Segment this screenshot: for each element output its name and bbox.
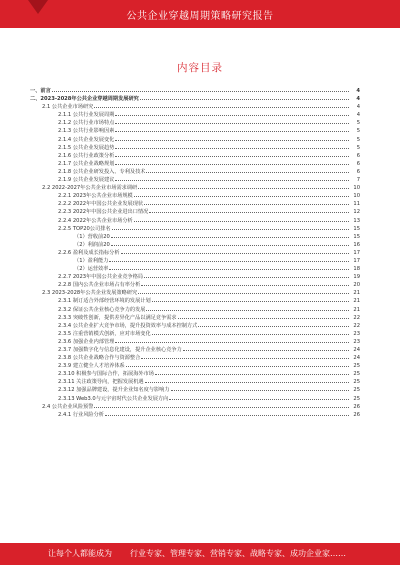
toc-entry[interactable] xyxy=(30,370,360,378)
toc-entry-title: （1）营收前20 xyxy=(74,233,110,240)
toc-entry-title: 2.3.7 加强数字化与信息化建设，提升企业核心竞争力 xyxy=(58,347,182,353)
toc-page-number: 20 xyxy=(353,282,360,289)
toc-dot-leader xyxy=(115,342,349,343)
toc-entry-title: 2.1 公共企业市场研究 xyxy=(42,104,94,111)
toc-dot-leader xyxy=(111,237,349,238)
toc-entry-title: 2.3.3 突破性创新，提供差异化产品以满足竞争需求 xyxy=(58,314,177,321)
toc-page-number: 6 xyxy=(356,168,360,175)
toc-page-number: 21 xyxy=(353,290,360,297)
toc-entry[interactable] xyxy=(30,192,360,200)
toc-page-number: 4 xyxy=(356,112,360,119)
toc-entry-title: 2.1.3 公共行业影响因素 xyxy=(58,128,115,135)
toc-entry[interactable] xyxy=(30,136,360,144)
toc-entry[interactable] xyxy=(30,265,360,273)
toc-entry[interactable] xyxy=(30,338,360,346)
toc-entry-title: （2）运营效率 xyxy=(74,266,109,273)
toc-page-number: 25 xyxy=(353,371,360,378)
toc-entry-title: 2.2.3 2022年中国公共企业进出口情况 xyxy=(58,209,149,216)
toc-entry-title: 2.3.5 注重营销模式创新，应对市场变化 xyxy=(58,330,151,337)
toc-entry-title: 2.3.1 制订适合外部经营环境的发展计划 xyxy=(58,298,151,305)
toc-dot-leader xyxy=(169,399,349,400)
toc-dot-leader xyxy=(144,204,349,205)
toc-entry-title: 2.1.1 公共行业发展周期 xyxy=(58,112,115,119)
toc-page-number: 5 xyxy=(356,136,360,143)
toc-entry[interactable] xyxy=(30,273,360,281)
toc-page-number: 21 xyxy=(353,298,360,305)
toc-page-number: 4 xyxy=(356,104,360,111)
toc-dot-leader xyxy=(149,212,349,213)
toc-entry[interactable] xyxy=(30,411,360,419)
toc-dot-leader xyxy=(138,293,349,294)
report-title: 公共企业穿越周期策略研究报告 xyxy=(126,11,274,22)
toc-entry[interactable] xyxy=(30,297,360,305)
toc-entry-title: 2.3.9 建立健全人才培养体系 xyxy=(58,363,125,370)
toc-entry-title: 2.2.6 盈利及成长指标分析 xyxy=(58,249,120,256)
toc-entry[interactable] xyxy=(30,314,360,322)
toc-dot-leader xyxy=(105,415,349,416)
toc-page-number: 26 xyxy=(353,411,360,418)
toc-entry-title: 2.3.13 Web3.0与元宇宙时代公共企业发展方向 xyxy=(58,395,169,402)
toc-page-number: 11 xyxy=(353,201,360,208)
toc-page-number: 25 xyxy=(353,379,360,386)
toc-entry-title: 2.1.5 公共企业发展趋势 xyxy=(58,144,115,151)
toc-dot-leader xyxy=(109,269,349,270)
toc-entry-title: （1）盈利能力 xyxy=(74,257,109,264)
toc-entry[interactable] xyxy=(30,144,360,152)
toc-dot-leader xyxy=(134,221,349,222)
toc-entry-title: 2.2 2022-2027年公共企业市场需求调研 xyxy=(42,185,138,192)
toc-entry-title: 2.3.6 加强企业内部管理 xyxy=(58,338,115,345)
toc-entry[interactable] xyxy=(30,346,360,354)
toc-entry-title: 一、前言 xyxy=(30,88,51,94)
toc-page-number: 15 xyxy=(353,225,360,232)
toc-entry[interactable] xyxy=(30,127,360,135)
toc-entry-title: 2.1.8 公共企业研发投入、专利及技术 xyxy=(58,168,146,175)
toc-entry-title: 2.1.7 公共企业战略规划 xyxy=(58,160,115,167)
toc-entry-title: 2.3.2 保证公共企业核心竞争力的发展 xyxy=(58,306,146,313)
toc-entry[interactable] xyxy=(30,378,360,386)
toc-entry-title: 2.2.4 2022年公共企业市场分析 xyxy=(58,217,133,224)
toc-dot-leader xyxy=(152,301,349,302)
toc-dot-leader xyxy=(52,91,349,92)
toc-entry-title: 2.4 公共企业风险预警 xyxy=(42,403,94,410)
toc-page-number: 6 xyxy=(356,160,360,167)
toc-dot-leader xyxy=(115,140,349,141)
toc-dot-leader xyxy=(144,277,349,278)
toc-entry-title: 2.2.5 TOP20公司排名 xyxy=(58,225,111,232)
toc-entry-title: 2.1.9 公共企业发展建议 xyxy=(58,177,115,184)
toc-entry[interactable] xyxy=(30,395,360,403)
toc-entry[interactable] xyxy=(30,176,360,184)
toc-entry-title: 2.3.8 公共企业战略合作与资源整合 xyxy=(58,355,141,362)
toc-entry[interactable] xyxy=(30,281,360,289)
toc-page-number: 23 xyxy=(353,330,360,337)
toc-entry[interactable] xyxy=(30,403,360,411)
toc-entry[interactable] xyxy=(30,200,360,208)
toc-entry-title: 2.1.2 公共行业市场特点 xyxy=(58,120,115,127)
footer-bar xyxy=(0,543,400,565)
toc-page-number: 13 xyxy=(353,217,360,224)
toc-entry-title: 二、2023-2028年公共企业穿越周期发展研究 xyxy=(30,96,139,103)
toc-entry[interactable] xyxy=(30,306,360,314)
toc-page-number: 21 xyxy=(353,306,360,313)
toc-page-number: 7 xyxy=(356,177,360,184)
toc-page-number: 25 xyxy=(353,395,360,402)
toc-page-number: 25 xyxy=(353,363,360,370)
toc-dot-leader xyxy=(141,285,349,286)
toc-entry[interactable] xyxy=(30,257,360,265)
footer-slogan-left: 让每个人都能成为 xyxy=(48,549,112,558)
toc-dot-leader xyxy=(94,107,349,108)
toc-page-number: 25 xyxy=(353,387,360,394)
toc-entry[interactable] xyxy=(30,111,360,119)
toc-dot-leader xyxy=(146,172,349,173)
toc-dot-leader xyxy=(155,374,349,375)
toc-dot-leader xyxy=(183,350,349,351)
toc-heading: 内容目录 xyxy=(177,62,223,74)
toc-page-number: 24 xyxy=(353,355,360,362)
toc-entry[interactable] xyxy=(30,386,360,394)
toc-entry[interactable] xyxy=(30,160,360,168)
toc-entry[interactable] xyxy=(30,152,360,160)
toc-entry-title: 2.1.6 公共行业政策分析 xyxy=(58,152,115,159)
toc-dot-leader xyxy=(94,407,349,408)
toc-entry[interactable] xyxy=(30,249,360,257)
toc-dot-leader xyxy=(115,180,349,181)
footer-slogan-right: 行业专家、管理专家、营销专家、战略专家、成功企业家…… xyxy=(130,549,346,558)
toc-page-number: 23 xyxy=(353,338,360,345)
toc-entry[interactable] xyxy=(30,168,360,176)
toc-dot-leader xyxy=(115,148,349,149)
toc-entry[interactable] xyxy=(30,217,360,225)
toc-dot-leader xyxy=(115,115,349,116)
toc-page-number: 6 xyxy=(356,152,360,159)
toc-dot-leader xyxy=(126,366,349,367)
toc-page-number: 4 xyxy=(356,88,360,94)
toc-entry[interactable] xyxy=(30,233,360,241)
toc-entry-title: 2.3.4 公共企业扩大竞争市场，提升投资效率与成本控制方式 xyxy=(58,322,198,329)
toc-page-number: 18 xyxy=(353,266,360,273)
toc-page-number: 5 xyxy=(356,144,360,151)
toc-dot-leader xyxy=(115,123,349,124)
toc-page-number: 10 xyxy=(353,193,360,200)
toc-entry[interactable] xyxy=(30,225,360,233)
toc-entry-title: 2.3 2023-2028年公共企业发展策略研究 xyxy=(42,290,138,297)
toc-dot-leader xyxy=(115,156,349,157)
toc-entry-title: 2.2.7 2023年中国公共企业竞争格局 xyxy=(58,274,144,281)
toc-entry[interactable] xyxy=(30,241,360,249)
toc-page-number: 22 xyxy=(353,322,360,329)
toc-entry-title: 2.4.1 行业风险分析 xyxy=(58,411,104,418)
toc-page-number: 24 xyxy=(353,347,360,353)
toc-dot-leader xyxy=(115,131,349,132)
toc-page-number: 15 xyxy=(353,233,360,240)
toc-entry[interactable] xyxy=(30,208,360,216)
toc-entry-title: 2.3.12 加强品牌建设，提升企业知名度与影响力 xyxy=(58,387,170,394)
toc-page-number: 17 xyxy=(353,257,360,264)
toc-entry-title: 2.2.2 2022年中国公共企业发展现状 xyxy=(58,201,144,208)
toc-dot-leader xyxy=(152,334,349,335)
header-bar xyxy=(0,0,400,28)
toc-dot-leader xyxy=(178,318,349,319)
toc-entry-title: 2.2.1 2023年公共企业市场规模 xyxy=(58,193,133,200)
toc-entry[interactable] xyxy=(30,354,360,362)
toc-entry[interactable] xyxy=(30,330,360,338)
toc-entry[interactable] xyxy=(30,103,360,111)
toc-entry[interactable] xyxy=(30,289,360,297)
toc-entry[interactable] xyxy=(30,184,360,192)
toc-entry-title: 2.3.10 积极参与国际合作，拓展海外市场 xyxy=(58,371,154,378)
toc-dot-leader xyxy=(171,390,349,391)
toc-dot-leader xyxy=(138,188,349,189)
toc-page-number: 12 xyxy=(353,209,360,216)
toc-dot-leader xyxy=(121,253,349,254)
table-of-contents xyxy=(30,87,360,419)
toc-page-number: 22 xyxy=(353,314,360,321)
toc-dot-leader xyxy=(109,261,349,262)
toc-page-number: 10 xyxy=(353,185,360,192)
toc-entry-title: 2.3.11 关注政策导向，把握发展机遇 xyxy=(58,379,144,386)
toc-entry[interactable] xyxy=(30,95,360,103)
toc-dot-leader xyxy=(115,164,349,165)
toc-page-number: 19 xyxy=(353,274,360,281)
toc-page-number: 17 xyxy=(353,249,360,256)
toc-dot-leader xyxy=(111,245,349,246)
toc-dot-leader xyxy=(112,229,349,230)
toc-entry[interactable] xyxy=(30,322,360,330)
toc-entry-title: 2.1.4 公共企业发展变化 xyxy=(58,136,115,143)
toc-entry-title: 2.2.8 国内公共企业市场占有率分析 xyxy=(58,282,141,289)
toc-page-number: 4 xyxy=(356,96,360,103)
toc-entry[interactable] xyxy=(30,119,360,127)
toc-page-number: 5 xyxy=(356,120,360,127)
toc-dot-leader xyxy=(134,196,349,197)
toc-page-number: 26 xyxy=(353,403,360,410)
toc-dot-leader xyxy=(198,326,349,327)
toc-dot-leader xyxy=(145,382,349,383)
toc-entry[interactable] xyxy=(30,87,360,95)
toc-entry-title: （2）利润前20 xyxy=(74,241,110,248)
toc-dot-leader xyxy=(146,310,349,311)
toc-page-number: 5 xyxy=(356,128,360,135)
toc-dot-leader xyxy=(141,358,349,359)
toc-entry[interactable] xyxy=(30,362,360,370)
toc-dot-leader xyxy=(140,99,349,100)
toc-page-number: 16 xyxy=(353,241,360,248)
